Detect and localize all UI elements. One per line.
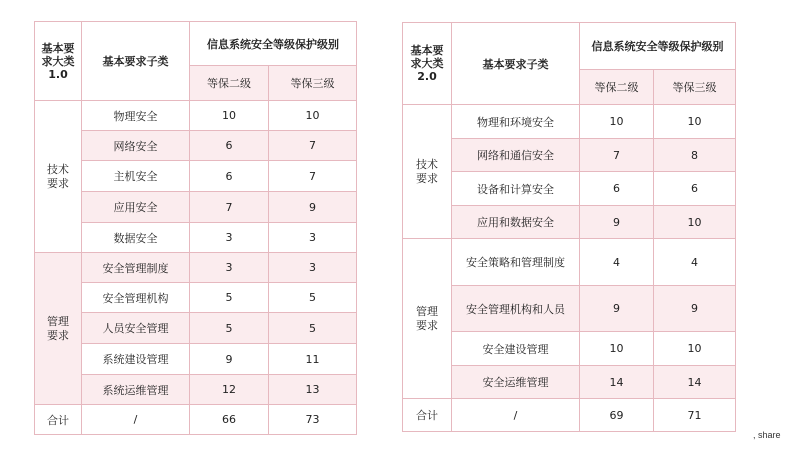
row-level2: 6 [580,172,654,206]
row-level2: 7 [580,139,654,172]
header-level-group: 信息系统安全等级保护级别 [190,22,357,66]
total-label: 合计 [35,405,82,435]
row-level3: 13 [269,375,357,405]
row-level2: 12 [190,375,269,405]
header-category: 基本要求大类2.0 [403,23,452,105]
security-requirements-table-2 [402,22,736,432]
row-name: 应用安全 [82,192,190,223]
share-watermark: , share [753,430,781,440]
row-name: 物理安全 [82,101,190,131]
header-subcategory: 基本要求子类 [82,22,190,101]
total-level3: 73 [269,405,357,435]
row-level2: 3 [190,253,269,283]
row-level3: 4 [654,239,736,286]
row-level2: 4 [580,239,654,286]
row-name: 网络安全 [82,131,190,161]
row-level3: 3 [269,223,357,253]
row-level3: 11 [269,344,357,375]
row-name: 数据安全 [82,223,190,253]
row-level2: 10 [190,101,269,131]
category-mgmt: 管理要求 [35,253,82,405]
row-level3: 5 [269,313,357,344]
category-mgmt: 管理要求 [403,239,452,399]
row-level3: 7 [269,161,357,192]
row-name: 人员安全管理 [82,313,190,344]
total-sub: / [452,399,580,432]
row-level3: 9 [269,192,357,223]
row-name: 安全管理机构和人员 [452,286,580,332]
row-name: 安全策略和管理制度 [452,239,580,286]
row-name: 设备和计算安全 [452,172,580,206]
total-level2: 66 [190,405,269,435]
row-name: 物理和环境安全 [452,105,580,139]
row-level2: 14 [580,366,654,399]
row-level3: 10 [654,332,736,366]
row-level2: 3 [190,223,269,253]
row-level3: 9 [654,286,736,332]
row-name: 主机安全 [82,161,190,192]
row-name: 安全运维管理 [452,366,580,399]
row-level3: 10 [654,105,736,139]
row-level2: 6 [190,131,269,161]
header-level2: 等保二级 [580,70,654,105]
row-level2: 10 [580,332,654,366]
total-level2: 69 [580,399,654,432]
row-level3: 14 [654,366,736,399]
total-level3: 71 [654,399,736,432]
row-name: 系统运维管理 [82,375,190,405]
row-level2: 5 [190,283,269,313]
row-level2: 9 [580,286,654,332]
row-level3: 3 [269,253,357,283]
row-level2: 5 [190,313,269,344]
category-tech: 技术要求 [35,101,82,253]
row-name: 安全管理机构 [82,283,190,313]
category-tech: 技术要求 [403,105,452,239]
header-category: 基本要求大类1.0 [35,22,82,101]
row-level2: 9 [190,344,269,375]
row-level3: 6 [654,172,736,206]
row-level3: 10 [654,206,736,239]
row-level3: 5 [269,283,357,313]
header-level3: 等保三级 [269,66,357,101]
row-level2: 10 [580,105,654,139]
header-level-group: 信息系统安全等级保护级别 [580,23,736,70]
header-subcategory: 基本要求子类 [452,23,580,105]
total-label: 合计 [403,399,452,432]
row-level3: 8 [654,139,736,172]
row-level3: 10 [269,101,357,131]
row-name: 安全管理制度 [82,253,190,283]
header-level2: 等保二级 [190,66,269,101]
row-level3: 7 [269,131,357,161]
row-name: 网络和通信安全 [452,139,580,172]
row-name: 应用和数据安全 [452,206,580,239]
total-sub: / [82,405,190,435]
row-level2: 7 [190,192,269,223]
row-level2: 9 [580,206,654,239]
header-level3: 等保三级 [654,70,736,105]
row-name: 安全建设管理 [452,332,580,366]
row-name: 系统建设管理 [82,344,190,375]
row-level2: 6 [190,161,269,192]
security-requirements-table-1 [34,21,357,435]
